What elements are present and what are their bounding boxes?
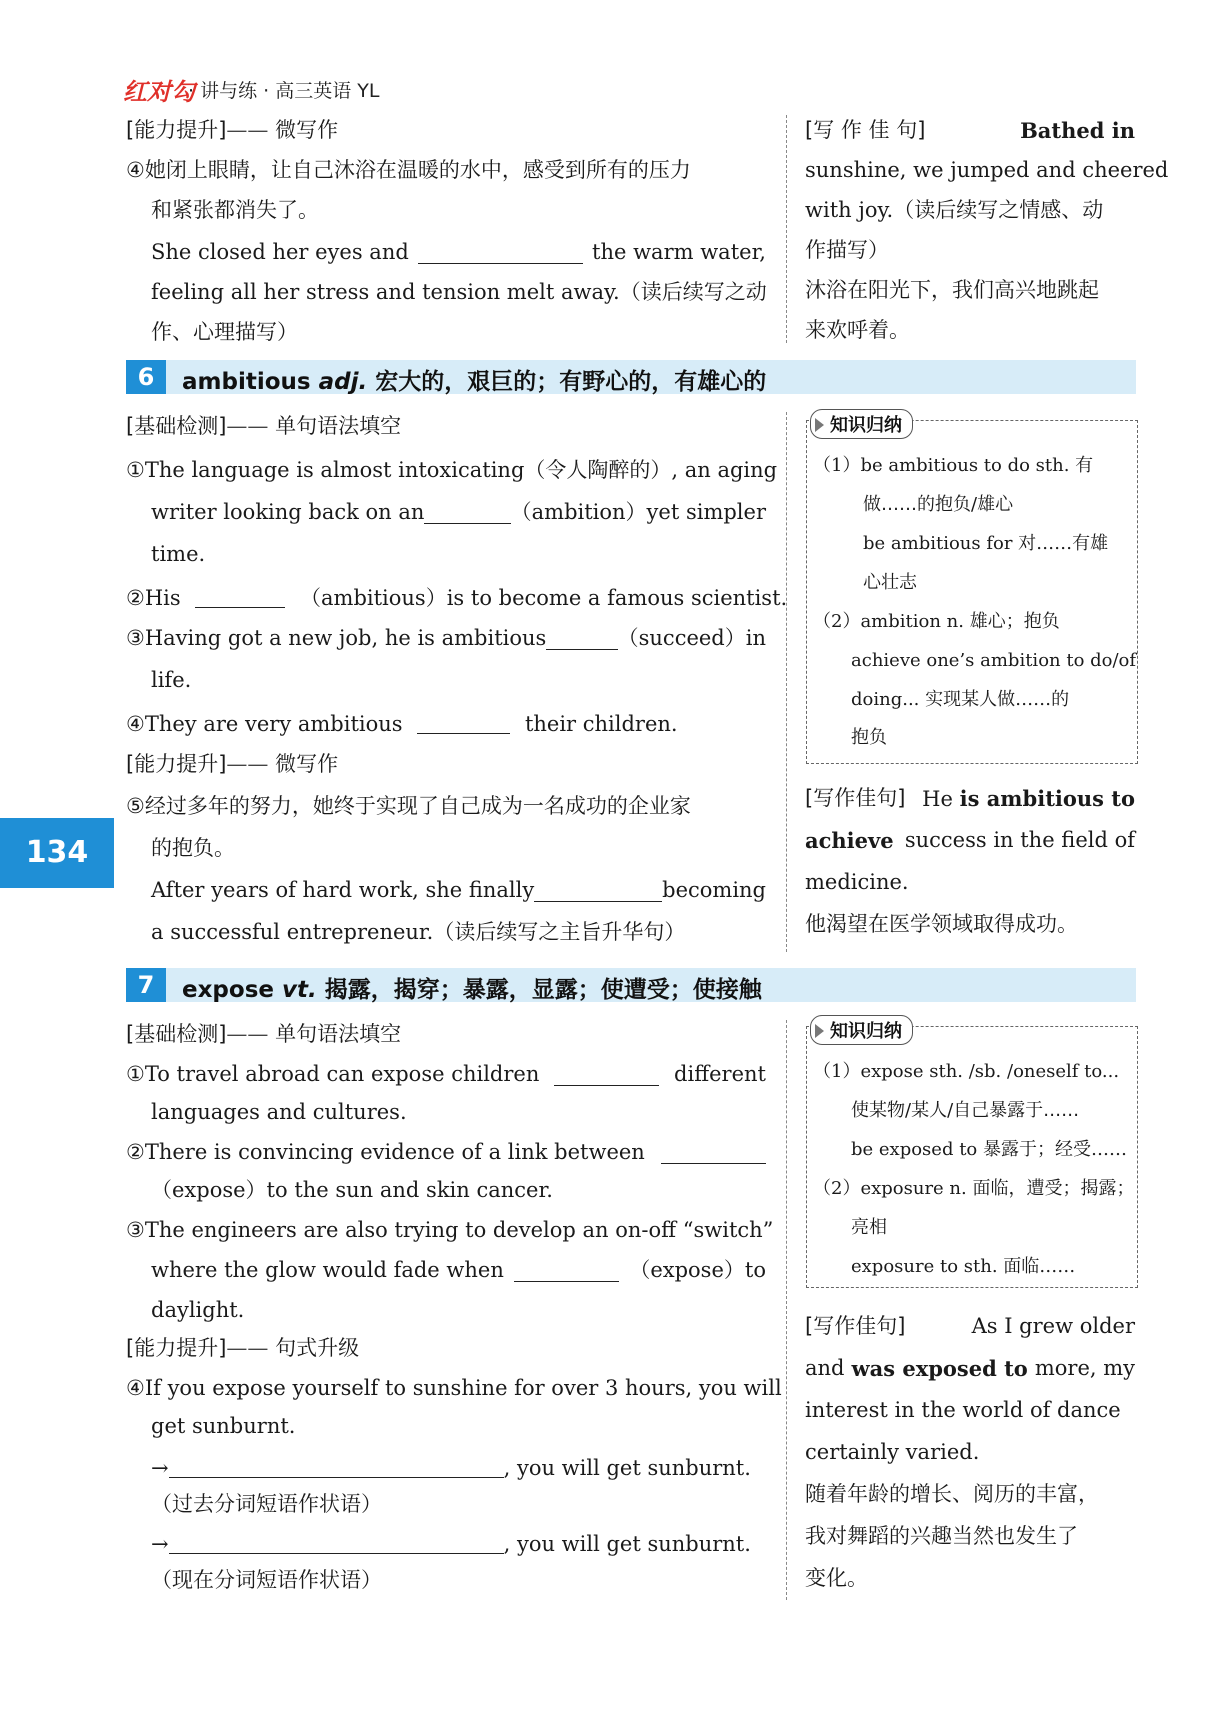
- answer-blank[interactable]: [514, 1258, 619, 1282]
- meaning: 揭露，揭穿；暴露，显露；使遭受；使接触: [324, 977, 762, 1003]
- question-text: life.: [151, 668, 192, 692]
- section-number: 7: [126, 968, 166, 1002]
- ability-heading: [126, 1336, 766, 1361]
- writing-tip-line: [805, 1356, 1135, 1381]
- writing-tip-text: [922, 786, 1135, 812]
- page-number: 134: [0, 818, 114, 888]
- writing-tip-text: more, my: [1034, 1356, 1135, 1380]
- question-text: get sunburnt.: [151, 1414, 296, 1438]
- question-hint: （现在分词短语作状语）: [151, 1568, 382, 1592]
- question-text: becoming: [662, 878, 766, 902]
- answer-blank[interactable]: [424, 500, 510, 524]
- section-title: [182, 363, 766, 396]
- question-text: different: [674, 1062, 766, 1086]
- writing-tip-line: [805, 786, 1135, 812]
- writing-tip-translation: 他渴望在医学领域取得成功。: [805, 912, 1078, 936]
- knowledge-line: doing... 实现某人做……的: [851, 689, 1070, 710]
- question-text: a successful entrepreneur.（读后续写之主旨升华句）: [151, 920, 686, 944]
- question-line: [151, 1258, 766, 1283]
- header-title: · 讲与练 · 高三英语 YL: [188, 80, 380, 102]
- headword: expose: [182, 977, 274, 1003]
- knowledge-line: 心壮志: [863, 572, 917, 593]
- writing-tip-tag: [写作佳句]: [805, 1314, 906, 1338]
- question-text: ⑤经过多年的努力，她终于实现了自己成为一名成功的企业家: [126, 794, 691, 818]
- writing-tip-line: [805, 1314, 1135, 1339]
- question-text: 和紧张都消失了。: [151, 198, 319, 222]
- knowledge-line: be ambitious for 对……有雄: [863, 533, 1109, 554]
- writing-tip-text: success in the field of: [904, 828, 1135, 852]
- knowledge-line: be exposed to 暴露于；经受……: [851, 1139, 1127, 1160]
- knowledge-line: 亮相: [851, 1217, 887, 1238]
- arrow-icon: →: [151, 1531, 169, 1556]
- answer-blank[interactable]: [195, 584, 285, 608]
- dash: ——: [226, 414, 269, 438]
- answer-blank[interactable]: [546, 626, 617, 650]
- question-text: After years of hard work, she finally: [151, 878, 535, 902]
- writing-tip-line: [805, 118, 1135, 143]
- writing-tip-tag: [写作佳句]: [805, 786, 906, 810]
- question-text: （expose）to: [629, 1258, 766, 1282]
- section-tag: [能力提升]: [126, 752, 227, 776]
- question-text: （succeed）in: [617, 626, 766, 650]
- writing-tip-highlight: achieve: [805, 828, 894, 853]
- writing-tip-text: 作描写）: [805, 238, 889, 262]
- answer-blank[interactable]: [418, 240, 583, 264]
- task-label: 单句语法填空: [275, 414, 402, 438]
- writing-tip-text: sunshine, we jumped and cheered: [805, 158, 1169, 182]
- knowledge-box-tag: [810, 409, 913, 439]
- answer-blank[interactable]: [661, 1140, 766, 1164]
- writing-tip-word: He: [922, 787, 953, 811]
- section-tag: [能力提升]: [126, 118, 227, 142]
- question-text: where the glow would fade when: [151, 1258, 504, 1282]
- question-text: ①To travel abroad can expose children: [126, 1062, 540, 1086]
- section-tag: [基础检测]: [126, 1022, 227, 1046]
- knowledge-box: [806, 415, 1138, 764]
- knowledge-line: achieve one’s ambition to do/of: [851, 650, 1137, 671]
- brand-logo: 红对勾: [123, 78, 195, 106]
- section-tag: [基础检测]: [126, 414, 227, 438]
- knowledge-line: exposure to sth. 面临……: [851, 1256, 1076, 1277]
- play-arrow-icon: [815, 1024, 824, 1038]
- knowledge-box-label: 知识归纳: [830, 415, 902, 436]
- question-text: She closed her eyes and: [151, 240, 409, 264]
- rewrite-line: [151, 1454, 791, 1481]
- question-text: ①The language is almost intoxicating（令人陶醉的）, an aging: [126, 458, 778, 482]
- writing-tip-text: with joy.（读后续写之情感、动: [805, 198, 1104, 222]
- writing-tip-translation: 沐浴在阳光下，我们高兴地跳起: [805, 278, 1099, 302]
- section-title: [182, 971, 762, 1004]
- writing-tip-text: and: [805, 1356, 845, 1380]
- task-label: 句式升级: [275, 1336, 360, 1360]
- question-text: ④If you expose yourself to sunshine for over 3 hours, you will: [126, 1376, 782, 1400]
- question-text: the warm water,: [592, 240, 766, 264]
- part-of-speech: vt.: [282, 977, 317, 1003]
- answer-blank[interactable]: [169, 1530, 504, 1554]
- meaning: 宏大的，艰巨的；有野心的，有雄心的: [375, 369, 767, 395]
- arrow-icon: →: [151, 1455, 169, 1480]
- writing-tip-translation: 变化。: [805, 1566, 868, 1590]
- section-7-header: [126, 968, 1136, 1002]
- question-line: [151, 240, 766, 265]
- question-line: [126, 1140, 766, 1165]
- knowledge-line: （2）exposure n. 面临，遭受；揭露；: [813, 1178, 1135, 1199]
- question-text: their children.: [524, 711, 678, 736]
- knowledge-line: （1）be ambitious to do sth. 有: [813, 455, 1094, 476]
- question-text: , you will get sunburnt.: [503, 1455, 751, 1480]
- question-text: ③The engineers are also trying to develop an on-off “switch”: [126, 1218, 774, 1242]
- column-divider: [786, 115, 787, 343]
- section-6-header: [126, 360, 1136, 394]
- answer-blank[interactable]: [534, 878, 662, 902]
- writing-tip-translation: 随着年龄的增长、阅历的丰富，: [805, 1482, 1099, 1506]
- writing-tip-translation: 来欢呼着。: [805, 318, 910, 342]
- writing-tip-text: As I grew older: [971, 1314, 1135, 1338]
- headword: ambitious: [182, 369, 311, 395]
- part-of-speech: adj.: [318, 369, 368, 395]
- writing-tip-highlight: is ambitious to: [959, 786, 1135, 811]
- answer-blank[interactable]: [169, 1454, 504, 1478]
- question-text: ③Having got a new job, he is ambitious: [126, 626, 547, 650]
- section-tag: [能力提升]: [126, 1336, 227, 1360]
- question-text: writer looking back on an: [151, 500, 425, 524]
- writing-tip-text: medicine.: [805, 870, 909, 894]
- question-text: 作、心理描写）: [151, 320, 298, 344]
- question-text: ④她闭上眼睛，让自己沐浴在温暖的水中，感受到所有的压力: [126, 158, 691, 182]
- question-text: languages and cultures.: [151, 1100, 407, 1124]
- writing-tip-tag: [写 作 佳 句]: [805, 118, 926, 142]
- knowledge-box-label: 知识归纳: [830, 1021, 902, 1042]
- dash: ——: [226, 752, 269, 776]
- rewrite-line: [151, 1530, 791, 1557]
- question-text: ④They are very ambitious: [126, 711, 403, 736]
- task-label: 单句语法填空: [275, 1022, 402, 1046]
- task-label: 微写作: [275, 752, 339, 776]
- knowledge-box-tag: [810, 1015, 913, 1045]
- knowledge-line: 使某物/某人/自己暴露于……: [851, 1100, 1080, 1121]
- ability-heading: [126, 118, 766, 143]
- knowledge-line: （1）expose sth. /sb. /oneself to...: [813, 1061, 1120, 1082]
- writing-tip-translation: 我对舞蹈的兴趣当然也发生了: [805, 1524, 1078, 1548]
- knowledge-line: 抱负: [851, 727, 887, 748]
- question-text: , you will get sunburnt.: [503, 1531, 751, 1556]
- basic-heading: [126, 1022, 766, 1047]
- dash: ——: [226, 1022, 269, 1046]
- question-line: [151, 500, 766, 525]
- page-number-underline: [0, 886, 114, 888]
- question-text: daylight.: [151, 1298, 245, 1322]
- question-text: feeling all her stress and tension melt away.（读后续写之动: [151, 280, 767, 304]
- task-label: 微写作: [275, 118, 339, 142]
- section-number: 6: [126, 360, 166, 394]
- question-line: [126, 626, 766, 651]
- answer-blank[interactable]: [554, 1062, 659, 1086]
- question-line: [126, 1062, 766, 1087]
- question-text: time.: [151, 542, 206, 566]
- question-line: [151, 878, 766, 903]
- play-arrow-icon: [815, 418, 824, 432]
- question-text: ②There is convincing evidence of a link between: [126, 1140, 645, 1164]
- knowledge-line: 做……的抱负/雄心: [863, 494, 1014, 515]
- question-text: （expose）to the sun and skin cancer.: [151, 1178, 553, 1202]
- knowledge-line: （2）ambition n. 雄心；抱负: [813, 611, 1060, 632]
- answer-blank[interactable]: [417, 710, 510, 734]
- question-line: [126, 710, 766, 737]
- ability-heading: [126, 752, 766, 777]
- question-text: ②His: [126, 585, 181, 610]
- writing-tip-text: interest in the world of dance: [805, 1398, 1121, 1422]
- basic-heading: [126, 414, 766, 439]
- question-text: （ambition）yet simpler: [510, 500, 766, 524]
- question-text: （ambitious）is to become a famous scientist.: [300, 585, 788, 610]
- writing-tip-text: certainly varied.: [805, 1440, 980, 1464]
- knowledge-box: [806, 1021, 1138, 1288]
- dash: ——: [226, 118, 269, 142]
- question-line: [126, 584, 788, 611]
- writing-tip-text: Bathed in: [1020, 118, 1135, 143]
- writing-tip-line: [805, 828, 1135, 853]
- writing-tip-highlight: was exposed to: [851, 1356, 1028, 1381]
- dash: ——: [226, 1336, 269, 1360]
- question-text: 的抱负。: [151, 836, 235, 860]
- question-hint: （过去分词短语作状语）: [151, 1492, 382, 1516]
